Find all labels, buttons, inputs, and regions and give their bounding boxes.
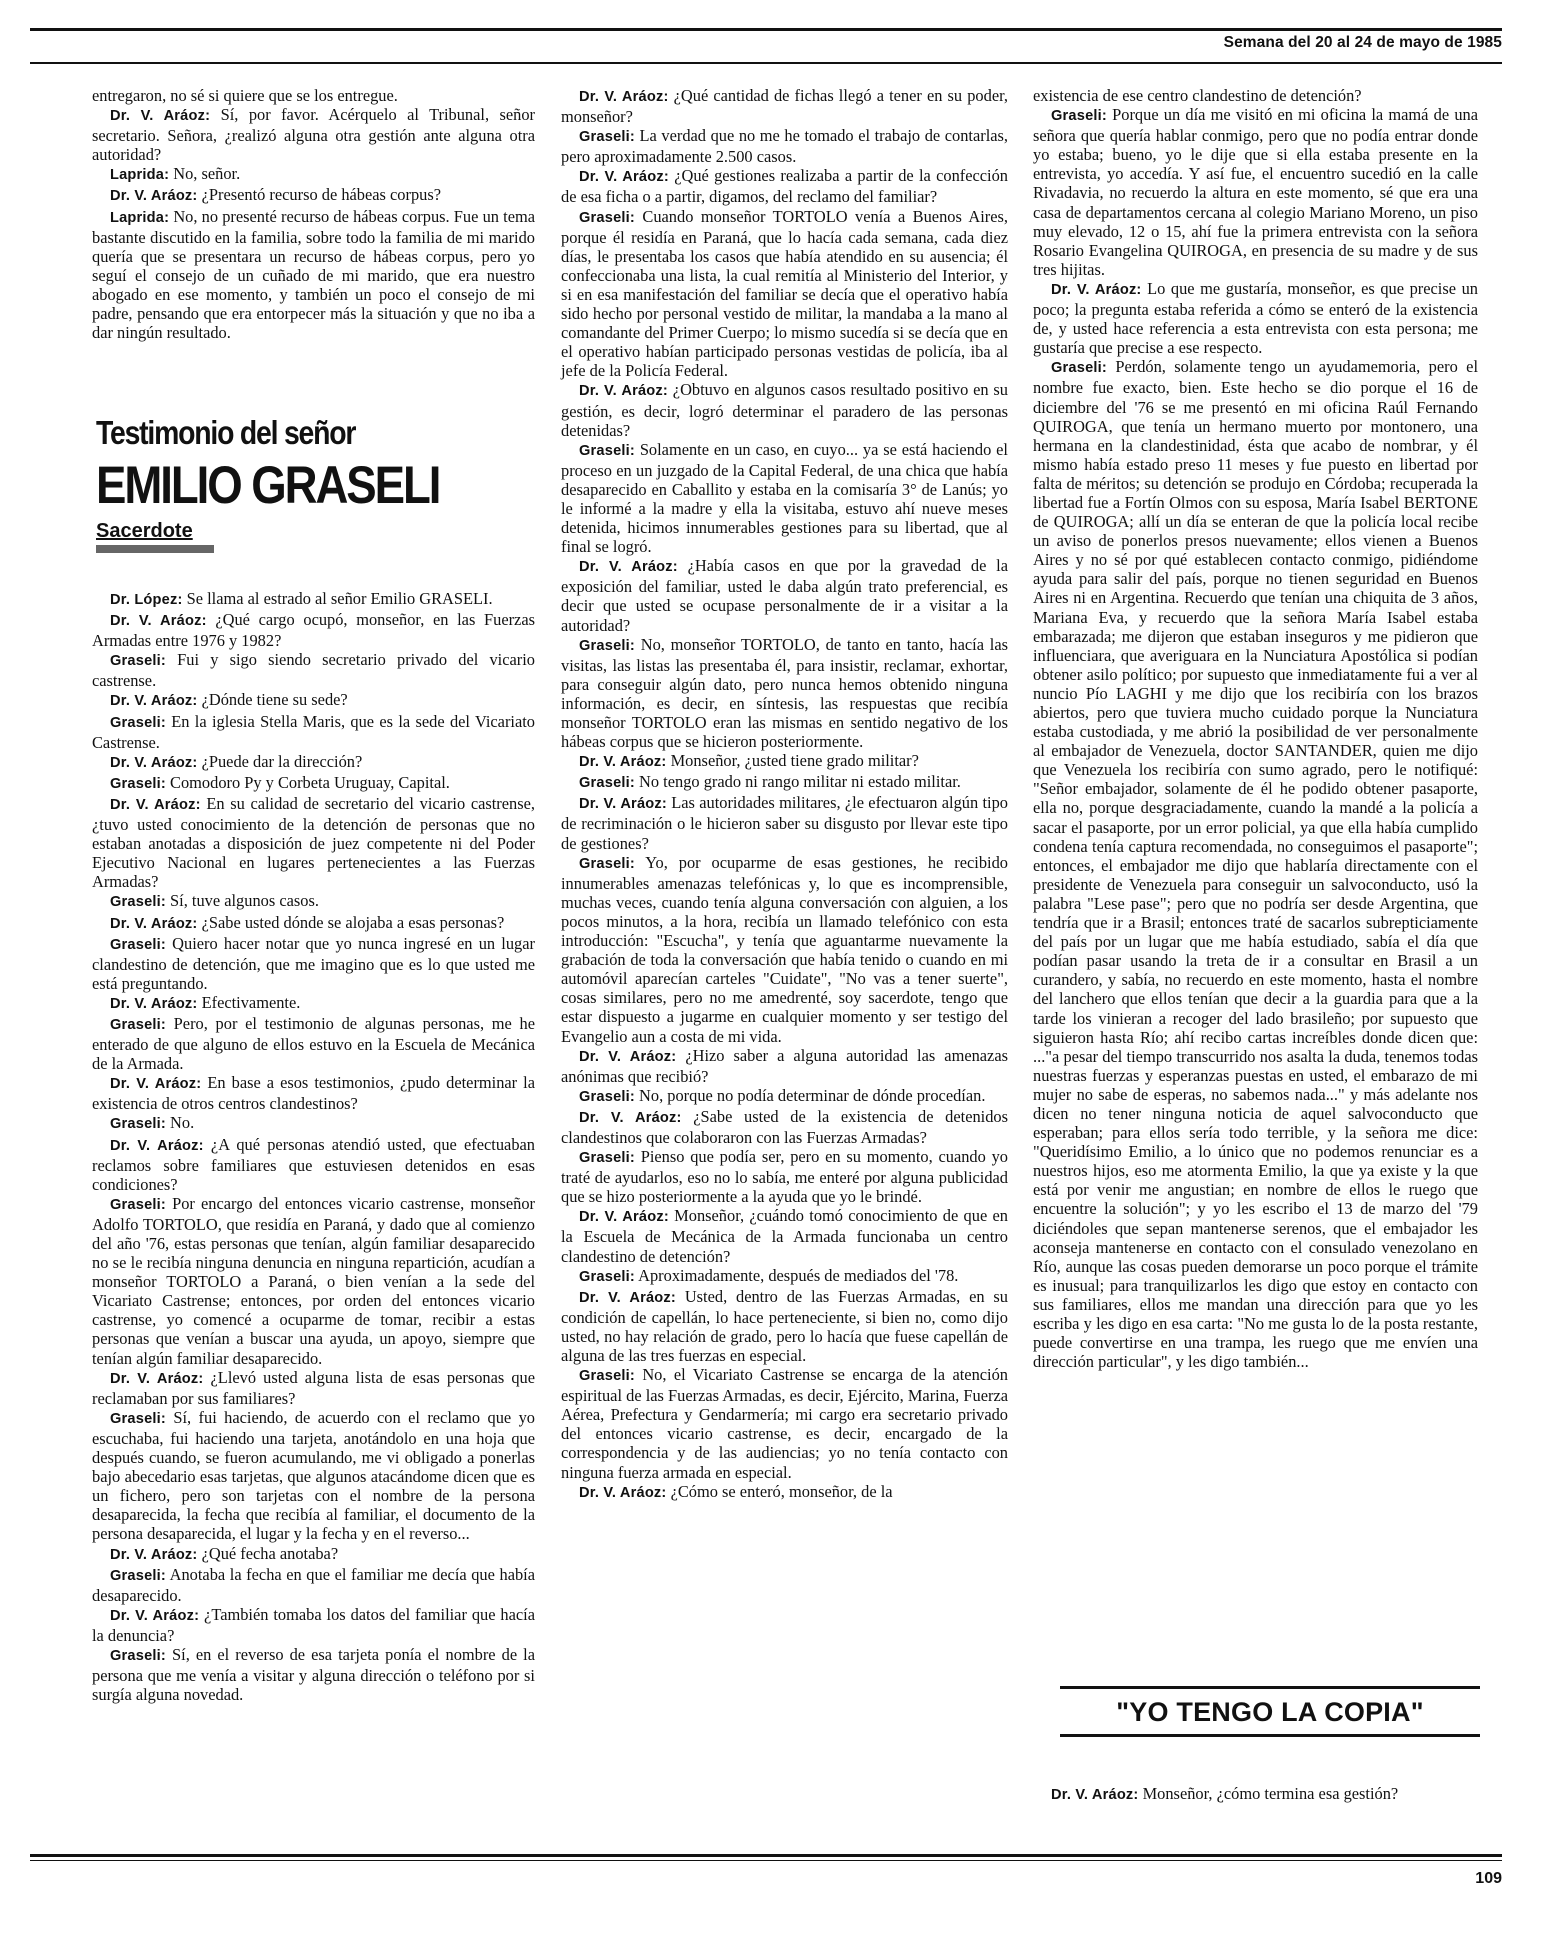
speaker-label: Dr. V. Aráoz: [110,1607,200,1624]
speaker-label: Graseli: [579,129,635,146]
speaker-label: Graseli: [579,855,635,872]
dialogue-paragraph [561,1365,1008,1482]
dialogue-paragraph [561,793,1008,852]
dialogue-text: No, señor. [169,164,241,184]
dialogue-text: ¿Hizo saber a alguna autoridad las amenazas anónimas que recibió? [561,1045,1008,1086]
dialogue-paragraph [561,1206,1008,1265]
dialogue-text: Usted, dentro de las Fuerzas Armadas, en su condición de capellán, lo hace perteneciente, si bien no, como dijo usted, no hay relación de grado, pero lo hacía que fuese capellán de alguna de las tres fuerzas en especial. [561,1286,1008,1365]
column-1-testimony [92,589,535,1704]
section-kicker: Testimonio del señor [96,414,356,451]
dialogue-text: Monseñor, ¿cómo termina esa gestión? [1138,1784,1399,1803]
subhead-title: "YO TENGO LA COPIA" [1116,1697,1424,1727]
dialogue-text: La verdad que no me he tomado el trabajo de contarlas, pero aproximadamente 2.500 casos. [561,126,1008,167]
dialogue-paragraph [1033,357,1478,1371]
header-rule [30,62,1502,64]
speaker-label: Dr. V. Aráoz: [579,169,669,186]
dialogue-paragraph [1033,279,1478,357]
dialogue-text: ¿Presentó recurso de hábeas corpus? [197,185,441,205]
speaker-label: Dr. López: [110,592,183,608]
column-3 [1033,86,1478,1371]
dialogue-text: Las autoridades militares, ¿le efectuaron algún tipo de recriminación o le hicieron saber su disgusto por llevar este tipo de gestiones? [561,793,1008,853]
page-number: 109 [1475,1870,1502,1887]
dialogue-text: entregaron, no sé si quiere que se los entregue. [92,86,398,105]
dialogue-text: Aproximadamente, después de mediados del '78. [634,1265,959,1285]
column-1-top [92,86,535,342]
dialogue-text: Sí, fui haciendo, de acuerdo con el reclamo que yo escuchaba, fui haciendo una tarjeta, anotándolo en una hoja que después cuando, se fueron acumulando, me vi obligado a ponerlas bajo abecedario esas tarjetas, que algunos atacándome dicen que es un fichero, pero son tarjetas con el nombre de la persona desaparecida, la fecha que recibía al familiar, el documento de la persona desaparecida, el lugar y la fecha y en el reverso... [92,1407,535,1544]
speaker-label: Dr. V. Aráoz: [110,796,201,813]
speaker-label: Graseli: [579,1368,635,1385]
speaker-label: Graseli: [579,1268,635,1285]
subhead-rule-bottom [1060,1734,1480,1737]
speaker-label: Laprida: [110,167,170,184]
dialogue-text: Monseñor, ¿usted tiene grado militar? [666,751,919,771]
dialogue-paragraph [92,891,535,912]
dialogue-paragraph [92,1605,535,1645]
dialogue-text: Por encargo del entonces vicario castrense, monseñor Adolfo TORTOLO, que residía en Paraná, y dado que al comienzo del año '76, estas personas que tenían, algún familiar desaparecido no se le recibía ninguna denuncia en ninguna repartición, acudían a monseñor TORTOLO a Paraná, o bien venían a la sede del Vicariato Castrense; entonces, por orden del entonces vicario castrense, yo comencé a ocuparme de tomar, recibir a estas personas que venían a buscar una ayuda, un apoyo, siempre que tenían algún familiar desaparecido. [92,1193,535,1368]
dialogue-paragraph [561,380,1008,439]
speaker-label: Dr. V. Aráoz: [110,188,198,205]
dialogue-paragraph [561,1107,1008,1147]
speaker-label: Dr. V. Aráoz: [110,613,207,630]
dialogue-paragraph [92,86,535,105]
dialogue-paragraph [92,1645,535,1704]
section-heading [96,413,536,553]
dialogue-paragraph [92,207,535,343]
bottom-rule-thin [30,1860,1502,1861]
dialogue-paragraph [92,1368,535,1408]
dialogue-text: ¿Puede dar la dirección? [197,751,363,771]
dialogue-text: ¿Había casos en que por la gravedad de la exposición del familiar, usted le daba algún trato preferencial, es decir que usted se ocupase personalmente de ir a visitar a la autoridad? [561,556,1008,635]
speaker-label: Dr. V. Aráoz: [110,1370,204,1387]
dialogue-paragraph [92,589,535,610]
bottom-rule-thick [30,1854,1502,1857]
column-3-bottom [1033,1784,1478,1805]
dialogue-paragraph [92,1565,535,1605]
speaker-label: Dr. V. Aráoz: [1051,1787,1139,1803]
dialogue-text: No, no presenté recurso de hábeas corpus. Fue un tema bastante discutido en la familia, sobre todo la familia de mi marido quería que se presentara un recurso de hábeas corpus, pero yo seguí el consejo de un cuñado de mi marido, que era nuestro abogado en ese momento, y también un poco el consejo de mi padre, pensando que era entorpecer más la situación y que no iba a dar ningún resultado. [92,206,535,343]
dialogue-paragraph [92,913,535,934]
speaker-label: Dr. V. Aráoz: [579,89,669,105]
dialogue-text: Comodoro Py y Corbeta Uruguay, Capital. [165,772,450,792]
dialogue-text: ¿Qué fecha anotaba? [197,1543,339,1563]
speaker-label: Graseli: [579,442,635,459]
speaker-label: Dr. V. Aráoz: [110,693,198,710]
dialogue-paragraph [561,1086,1008,1107]
dialogue-text: ¿Qué cargo ocupó, monseñor, en las Fuerzas Armadas entre 1976 y 1982? [92,610,535,651]
dialogue-paragraph [561,1266,1008,1287]
speaker-label: Dr. V. Aráoz: [110,1076,202,1093]
speaker-label: Graseli: [110,1196,166,1213]
dialogue-text: No, monseñor TORTOLO, de tanto en tanto, hacía las visitas, las listas las presentaba él, para insistir, reclamar, exhortar, para conseguir algún dato, pero nunca hemos obtenido ninguna información, es decir, en síntesis, las respuestas que recibía monseñor TORTOLO eran las mismas en sentido negativo de los hábeas corpus que se hicieron posteriormente. [561,634,1008,752]
dialogue-text: No. [165,1113,195,1133]
speaker-label: Dr. V. Aráoz: [579,1048,677,1065]
dialogue-text: ¿Qué gestiones realizaba a partir de la confección de esa ficha o a partir, digamos, del reclamo del familiar? [561,166,1008,207]
dialogue-text: Solamente en un caso, en cuyo... ya se está haciendo el proceso en un juzgado de la Capital Federal, de una chica que había desaparecido en Caballito y estaba en la comisaría 3° de Lanús; yo le informé a la madre y ella la visitaba, estuvo ahí nueve meses detenida, hicimos innumerables gestiones para su libertad, que al final se logró. [561,439,1008,557]
dialogue-paragraph [561,166,1008,206]
speaker-label: Graseli: [110,714,166,731]
dialogue-text: Cuando monseñor TORTOLO venía a Buenos Aires, porque él residía en Paraná, que lo hacía cada semana, cada diez días, le presentaba los casos que había atendido en su ausencia; él confeccionaba una lista, la cual remitía al Ministerio del Interior, y si en esa manifestación del familiar se decía que el operativo había sido hecho por personal vestido de militar, la mandaba a la mano al comandante del Primer Cuerpo; lo mismo sucedía si se decía que en el operativo habían participado personas vestidas de policía, iba al jefe de la Policía Federal. [561,206,1008,381]
dialogue-paragraph [92,1408,535,1544]
dialogue-text: Sí, en el reverso de esa tarjeta ponía el nombre de la persona que me venía a visitar y alguna dirección o teléfono por si surgía alguna novedad. [92,1644,535,1705]
issue-date: Semana del 20 al 24 de mayo de 1985 [1223,34,1502,51]
speaker-label: Dr. V. Aráoz: [579,383,668,400]
speaker-label: Graseli: [110,1016,166,1033]
column-2 [561,86,1008,1503]
speaker-label: Dr. V. Aráoz: [579,796,667,813]
speaker-label: Dr. V. Aráoz: [110,754,198,771]
witness-name: EMILIO GRASELI [96,456,440,515]
dialogue-text: ¿Llevó usted alguna lista de esas personas que reclamaban por sus familiares? [92,1367,535,1408]
dialogue-text: ¿También tomaba los datos del familiar que hacía la denuncia? [92,1604,535,1645]
speaker-label: Graseli: [1051,360,1107,377]
dialogue-text: Efectivamente. [197,992,301,1012]
dialogue-paragraph [92,105,535,164]
dialogue-text: ¿Qué cantidad de fichas llegó a tener en su poder, monseñor? [561,86,1008,127]
speaker-label: Graseli: [110,775,166,792]
dialogue-text: En la iglesia Stella Maris, que es la sede del Vicariato Castrense. [92,711,535,752]
speaker-label: Dr. V. Aráoz: [110,915,198,932]
dialogue-paragraph [561,772,1008,793]
speaker-label: Dr. V. Aráoz: [1051,281,1142,298]
dialogue-paragraph [92,185,535,206]
dialogue-text: Sí, tuve algunos casos. [165,891,319,911]
dialogue-paragraph [92,993,535,1014]
dialogue-paragraph [92,773,535,794]
speaker-label: Graseli: [110,936,166,953]
speaker-label: Dr. V. Aráoz: [110,1546,198,1563]
dialogue-text: Anotaba la fecha en que el familiar me decía que había desaparecido. [92,1564,535,1605]
dialogue-paragraph [92,1014,535,1073]
speaker-label: Graseli: [110,653,166,670]
dialogue-text: Perdón, solamente tengo un ayudamemoria, pero el nombre fue exacto, bien. Este hecho se dio porque el 16 de diciembre del '76 se me presentó en mi oficina Raúl Fernando QUIROGA, que tenía un hermano muerto por montonero, una hermana en la clandestinidad, ésta que acabo de nombrar, y él mismo había estado preso 11 meses y fue puesto en libertad por falta de méritos; su detención se produjo en Córdoba; recuperada la libertad fue a Fortín Olmos con su esposa, María Isabel BERTONE de QUIROGA; allí un día se enteran de que la policía local recibe un aviso de ponerlos presos nuevamente; ellos vienen a Buenos Aires y no sé por qué establecen contacto conmigo, pidiéndome ayuda para salir del país, porque no tienen seguridad en Buenos Aires ni en Argentina. Recuerdo que tenían una chiquita de 3 años, Mariana Eva, y recuerdo que la señora María Isabel estaba embarazada; me dijeron que estaban inseguros y me pidieron que influenciara, que averiguara en la Nunciatura Apostólica si podían obtener asilo político; por supuesto que inmediatamente fui a ver al nuncio Pío LAGHI y me dijo que los recibiría con los brazos abiertos, pero que tuviera mucho cuidado porque la Nunciatura estaba custodiada, y me abrió la posibilidad de ver personalmente al embajador de Venezuela, doctor SANTANDER, quien me dijo que Venezuela los recibiría con sumo agrado, pero le notifiqué: "Señor embajador, solamente de él he podido obtener pasaporte, ella no, porque desgraciadamente, cuando la mandé a la policía a sacar el pasaporte, por un error policial, ya que ella había cumplido condena tenía captura recomendada, no conseguimos el pasaporte"; entonces, el embajador me dijo que hablaría directamente con el presidente de Venezuela para conseguir un salvoconducto, usó la palabra "Lese pase"; pero que no podría ser desde Argentina, que tendría que ir a Brasil; entonces traté de sacarlos subrepticiamente del país por un lugar que me había estudiado, sabía el día que podían pasar usando la treta de ir a consultar en Brasil a un curandero, y sabía, no recuerdo en este momento, hasta el nombre del lanchero que ellos tenían que decir a la guardia para que a la tarde los vinieran a recoger del lado brasileño; por supuesto que siguieron hasta Río; ahí recibo cartas increíbles donde dicen que: ..."a pesar del tiempo transcurrido nos asalta la duda, tenemos todas nuestras fuerzas y esperanzas puestas en usted, el embarazo de mi mujer no sabe de esperas, no sabemos nada..." y más adelante nos dicen no tener ninguna noticia de aquel salvoconducto que esperaban; para ellos sería todo terrible, y la señora me dice: "Queridísimo Emilio, a lo único que no podemos renunciar es a nuestros hijos, eso me atormenta Emilio, la que ya existe y la que está por venir me angustian; en nombre de ellos le ruego que encuentre la solución"; y yo les escribo el 13 de marzo del '79 diciéndoles que sepan mantenerse serenos, que el embajador les aconseja mantenerse en contacto con el consulado venezolano en Río, aunque las cosas pueden demorarse un poco porque el trámite es inusual; para tranquilizarlos les digo que estoy en contacto con sus familiares, ellos me mandan una dirección para que yo les escriba y les digo en esa carta: "No me gusta lo de la posta restante, puede convertirse en una trampa, les ruego que me envíen una dirección particular", y les digo también... [1033,357,1478,1372]
speaker-label: Dr. V. Aráoz: [110,1137,204,1154]
speaker-label: Graseli: [110,1647,166,1664]
speaker-label: Dr. V. Aráoz: [579,1109,682,1126]
dialogue-paragraph [561,86,1008,126]
dialogue-text: Pienso que podía ser, pero en su momento, cuando yo traté de ayudarlos, eso no lo sabía, me enteré por alguna publicidad que se hizo posteriormente a la ayuda que yo le brindé. [561,1147,1008,1207]
dialogue-paragraph [92,650,535,690]
dialogue-paragraph [1033,1784,1478,1805]
dialogue-paragraph [92,934,535,993]
dialogue-paragraph [561,1147,1008,1206]
dialogue-text: Pero, por el testimonio de algunas personas, me he enterado de que alguno de ellos estuvo en la Escuela de Mecánica de la Armada. [92,1013,535,1074]
subhead-box [1060,1686,1480,1737]
dialogue-paragraph [561,126,1008,166]
dialogue-text: ¿Sabe usted dónde se alojaba a esas personas? [197,912,505,932]
dialogue-text: No, el Vicariato Castrense se encarga de la atención espiritual de las Fuerzas Armadas, es decir, Ejército, Marina, Fuerza Aérea, Prefectura y Gendarmería; mi cargo era secretario privado del entonces vicario castrense, es decir, encargado de la correspondencia y de las audiencias; yo no tenía contacto con ninguna fuerza armada en especial. [561,1365,1008,1482]
dialogue-text: Yo, por ocuparme de esas gestiones, he recibido innumerables amenazas telefónicas y, lo que es incomprensible, muchas veces, cuando tenía alguna conversación con alguien, a los pocos minutos, a la hora, recibía un llamado telefónico con esta introducción: "Escucha", y tenía que aguantarme nuevamente la grabación de toda la conversación que había tenido o cuando en mi automóvil aparecían carteles "Cuidate", "No vas a tener suerte", cosas similares, pero no me amedrenté, soy sacerdote, tengo que estar dispuesto a jugarme en cualquier momento y ser testigo del Evangelio aun a costa de mi vida. [561,852,1008,1046]
speaker-label: Graseli: [1051,108,1107,125]
dialogue-paragraph [561,1482,1008,1503]
dialogue-paragraph [92,164,535,185]
dialogue-text: ¿Cómo se enteró, monseñor, de la [666,1481,893,1501]
dialogue-paragraph [561,1287,1008,1365]
speaker-label: Graseli: [110,1567,166,1584]
speaker-label: Dr. V. Aráoz: [579,1209,669,1226]
dialogue-paragraph [92,1135,535,1194]
dialogue-paragraph [92,1544,535,1565]
dialogue-text: En su calidad de secretario del vicario castrense, ¿tuvo usted conocimiento de la detención de personas que no estaban anotadas a disposición de juez competente ni del Poder Ejecutivo Nacional en lugares pertenecientes a las Fuerzas Armadas? [92,793,535,892]
dialogue-text: Se llama al estrado al señor Emilio GRASELI. [182,589,493,608]
dialogue-text: Sí, por favor. Acérquelo al Tribunal, señor secretario. Señora, ¿realizó alguna otra gestión ante alguna otra autoridad? [92,105,535,165]
dialogue-paragraph [1033,105,1478,279]
speaker-label: Dr. V. Aráoz: [579,754,667,771]
column-1 [92,86,535,342]
witness-role: Sacerdote [96,520,193,542]
dialogue-text: ¿Dónde tiene su sede? [197,690,348,710]
dialogue-text: En base a esos testimonios, ¿pudo determinar la existencia de otros centros clandestinos? [92,1073,535,1114]
speaker-label: Graseli: [110,894,166,911]
speaker-label: Dr. V. Aráoz: [579,1289,676,1306]
dialogue-text: No tengo grado ni rango militar ni estado militar. [634,772,961,792]
speaker-label: Graseli: [579,209,635,226]
dialogue-paragraph [92,712,535,752]
dialogue-paragraph [92,610,535,650]
speaker-label: Graseli: [579,637,635,654]
dialogue-paragraph [92,794,535,891]
dialogue-paragraph [561,853,1008,1046]
dialogue-paragraph [1033,86,1478,105]
speaker-label: Dr. V. Aráoz: [579,559,678,576]
dialogue-paragraph [92,1113,535,1134]
dialogue-paragraph [561,556,1008,634]
speaker-label: Dr. V. Aráoz: [110,108,211,125]
dialogue-paragraph [561,1046,1008,1086]
dialogue-paragraph [561,207,1008,381]
dialogue-paragraph [561,440,1008,557]
speaker-label: Dr. V. Aráoz: [579,1484,667,1501]
dialogue-text: Quiero hacer notar que yo nunca ingresé en un lugar clandestino de detención, que me imagino que es lo que usted me está preguntando. [92,933,535,993]
dialogue-paragraph [561,635,1008,752]
dialogue-text: Lo que me gustaría, monseñor, es que precise un poco; la pregunta estaba referida a cómo se enteró de la existencia de, y usted hace referencia a esta entrevista con esta persona; me gustaría que precise a ese respecto. [1033,278,1478,358]
dialogue-paragraph [92,752,535,773]
dialogue-text: existencia de ese centro clandestino de detención? [1033,86,1362,105]
dialogue-text: ¿Obtuvo en algunos casos resultado positivo en su gestión, es decir, logró determinar el paradero de las personas detenidas? [561,380,1008,440]
role-underbar [96,545,214,553]
dialogue-text: ¿Sabe usted de la existencia de detenidos clandestinos que colaboraron con las Fuerzas Armadas? [561,1106,1008,1147]
dialogue-text: Monseñor, ¿cuándo tomó conocimiento de que en la Escuela de Mecánica de la Armada funcionaba un centro clandestino de detención? [561,1206,1008,1266]
speaker-label: Graseli: [579,1150,635,1167]
speaker-label: Graseli: [110,1410,166,1427]
dialogue-text: Fui y sigo siendo secretario privado del vicario castrense. [92,650,535,691]
speaker-label: Laprida: [110,209,170,226]
dialogue-text: No, porque no podía determinar de dónde procedían. [634,1085,986,1105]
dialogue-paragraph [92,690,535,711]
top-rule [30,28,1502,31]
dialogue-paragraph [561,751,1008,772]
speaker-label: Dr. V. Aráoz: [110,995,198,1012]
speaker-label: Graseli: [110,1116,166,1133]
dialogue-paragraph [92,1194,535,1368]
speaker-label: Graseli: [579,1088,635,1105]
dialogue-text: ¿A qué personas atendió usted, que efectuaban reclamos sobre familiares que estuviesen detenidos en esas condiciones? [92,1134,535,1194]
speaker-label: Graseli: [579,775,635,792]
dialogue-text: Porque un día me visitó en mi oficina la mamá de una señora que quería hablar conmigo, pero que no podía entrar donde yo estaba; bueno, yo le dije que si ella estaba presente en la entrevista, yo accedía. Y así fue, el encuentro sucedió en la calle Rivadavia, no recuerdo la altura en este momento, sé que era una casa de departamentos cercana al colegio Mariano Moreno, un piso muy elevado, 12 o 15, ahí fue la primera entrevista con la señora Rosario Evangelina QUIROGA, en presencia de su madre y de sus tres hijitas. [1033,105,1478,279]
dialogue-paragraph [92,1073,535,1113]
